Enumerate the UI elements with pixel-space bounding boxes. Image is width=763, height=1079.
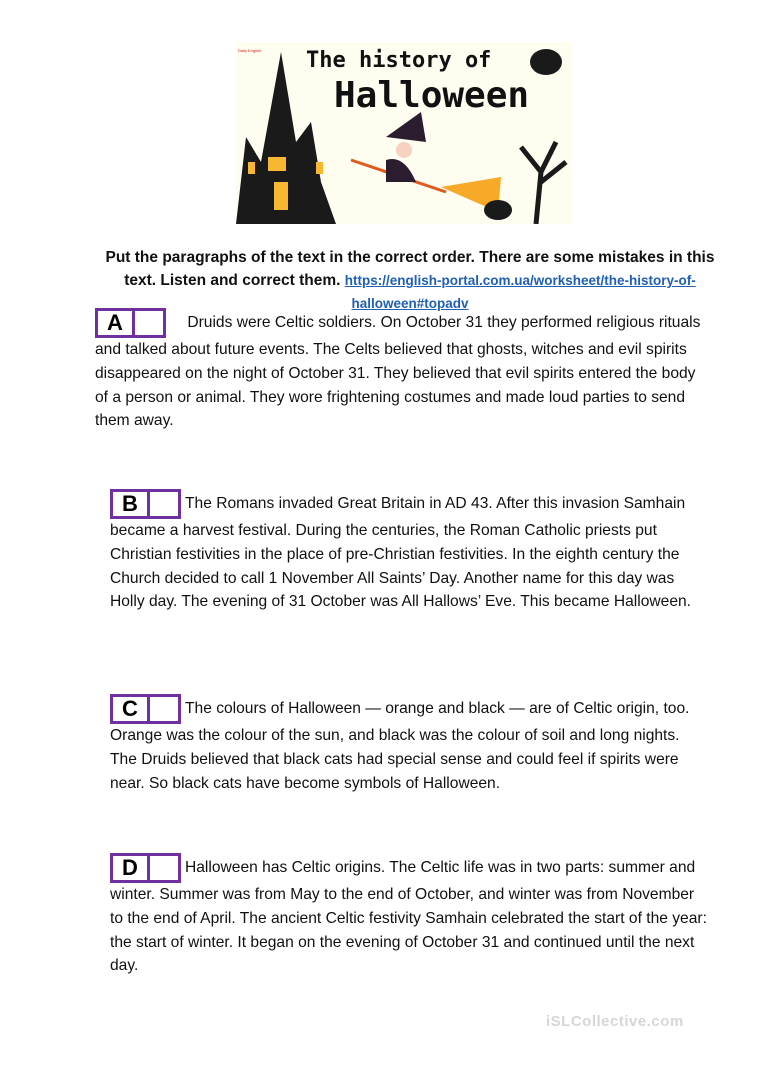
paragraph-text: Druids were Celtic soldiers. On October 31 they performed religious rituals and talked about future events. The Celts believed that ghosts, witches and evil spirits disappeared on the night of October 31. They believed that evil spirits entered the body of a person or animal. They wore frightening costumes and made loud parties to send them away.	[95, 314, 701, 430]
banner-logo: Daily English	[238, 48, 262, 53]
paragraph-text: Halloween has Celtic origins. The Celtic life was in two parts: summer and winter. Summer was from May to the end of October, and winter was from November to the end of April. The ancient Celtic festivity Samhain celebrated the start of the year: the start of winter. It began on the evening of October 31 and continued until the next day.	[110, 859, 707, 975]
banner-title-line2: Halloween	[334, 75, 530, 116]
paragraph-c	[110, 694, 710, 795]
paragraph-letter: C	[113, 697, 150, 721]
paragraph-a	[95, 308, 710, 433]
halloween-banner-image	[236, 42, 572, 224]
paragraph-text: The colours of Halloween — orange and black — are of Celtic origin, too. Orange was the colour of the sun, and black was the colour of soil and long nights. The Druids believed that black cats had special sense and could feel if spirits were near. So black cats have become symbols of Halloween.	[110, 700, 690, 792]
answer-blank[interactable]	[135, 311, 163, 335]
paragraph-d	[110, 853, 710, 978]
answer-box-b[interactable]	[110, 489, 181, 519]
source-link[interactable]: https://english-portal.com.ua/worksheet/the-history-of-halloween#topadv	[344, 273, 696, 311]
answer-blank[interactable]	[150, 697, 178, 721]
answer-blank[interactable]	[150, 492, 178, 516]
paragraph-b	[110, 489, 710, 614]
paragraph-letter: B	[113, 492, 150, 516]
paragraph-letter: A	[98, 311, 135, 335]
answer-box-d[interactable]	[110, 853, 181, 883]
paragraph-letter: D	[113, 856, 150, 880]
answer-box-a[interactable]	[95, 308, 166, 338]
instructions-text: Put the paragraphs of the text in the correct order. There are some mistakes in this text. Listen and correct them.	[105, 249, 715, 289]
answer-box-c[interactable]	[110, 694, 181, 724]
paragraph-text: The Romans invaded Great Britain in AD 43. After this invasion Samhain became a harvest festival. During the centuries, the Roman Catholic priests put Christian festivities in the place of pre-Christian festivities. In the eighth century the Church decided to call 1 November All Saints’ Day. Another name for this day was Holly day. The evening of 31 October was All Hallows’ Eve. This became Halloween.	[110, 495, 692, 611]
instructions	[105, 246, 715, 315]
watermark: iSLCollective.com	[546, 1013, 684, 1030]
answer-blank[interactable]	[150, 856, 178, 880]
banner-title-line1: The history of	[306, 48, 492, 73]
